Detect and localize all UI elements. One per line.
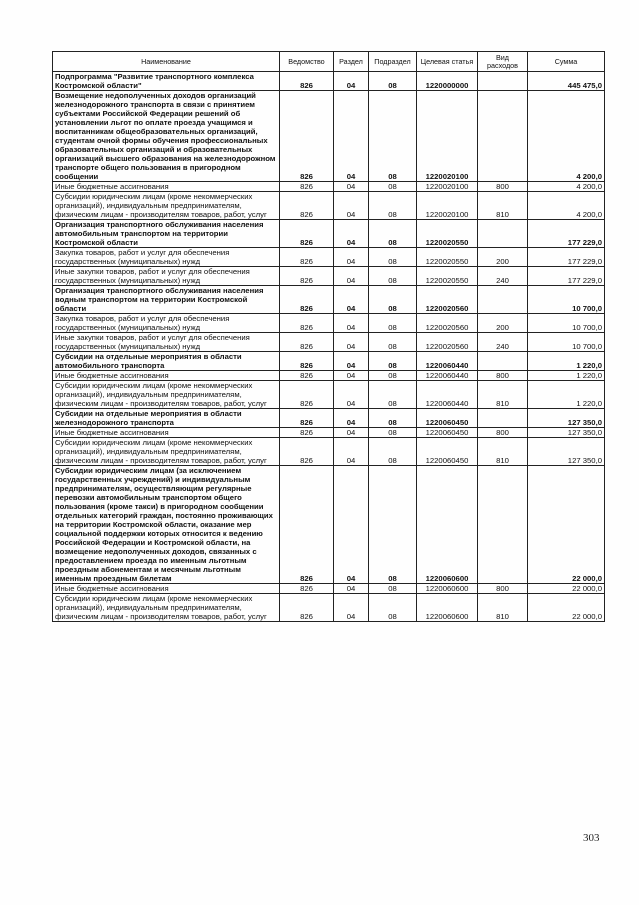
cell-dept: 826 [280,409,334,428]
table-row [53,182,605,192]
cell-dept: 826 [280,371,334,381]
table-row [53,438,605,466]
table-row [53,594,605,622]
header-subsection: Подраздел [369,52,417,72]
cell-subsection: 08 [369,466,417,584]
cell-exptype: 810 [478,594,528,622]
table-row [53,220,605,248]
table-row [53,248,605,267]
cell-section: 04 [334,220,369,248]
cell-section: 04 [334,91,369,182]
cell-sum: 127 350,0 [528,428,605,438]
table-row [53,286,605,314]
cell-sum: 1 220,0 [528,371,605,381]
budget-table [52,51,605,622]
cell-sum: 445 475,0 [528,72,605,91]
cell-target: 1220060450 [417,409,478,428]
cell-exptype: 240 [478,267,528,286]
cell-section: 04 [334,584,369,594]
table-row [53,466,605,584]
cell-sum: 4 200,0 [528,182,605,192]
header-sum: Сумма [528,52,605,72]
cell-subsection: 08 [369,248,417,267]
cell-sum: 1 220,0 [528,381,605,409]
cell-sum: 4 200,0 [528,91,605,182]
cell-sum: 10 700,0 [528,314,605,333]
cell-name: Субсидии на отдельные мероприятия в области автомобильного транспорта [53,352,280,371]
cell-section: 04 [334,267,369,286]
cell-target: 1220060450 [417,438,478,466]
header-section: Раздел [334,52,369,72]
cell-dept: 826 [280,584,334,594]
cell-sum: 10 700,0 [528,333,605,352]
table-body [53,72,605,622]
cell-name: Закупка товаров, работ и услуг для обеспечения государственных (муниципальных) нужд [53,314,280,333]
cell-dept: 826 [280,91,334,182]
cell-exptype: 800 [478,182,528,192]
cell-section: 04 [334,594,369,622]
cell-subsection: 08 [369,72,417,91]
cell-exptype [478,72,528,91]
cell-dept: 826 [280,428,334,438]
cell-section: 04 [334,371,369,381]
cell-section: 04 [334,352,369,371]
cell-target: 1220020100 [417,192,478,220]
cell-name: Иные закупки товаров, работ и услуг для обеспечения государственных (муниципальных) нужд [53,333,280,352]
cell-sum: 22 000,0 [528,584,605,594]
cell-name: Субсидии юридическим лицам (кроме некоммерческих организаций), индивидуальным предпринимателям, физическим лицам - производителям товаров, работ, услуг [53,594,280,622]
cell-name: Иные закупки товаров, работ и услуг для обеспечения государственных (муниципальных) нужд [53,267,280,286]
cell-section: 04 [334,428,369,438]
cell-target: 1220020550 [417,267,478,286]
header-dept: Ведомство [280,52,334,72]
cell-name: Организация транспортного обслуживания населения автомобильным транспортом на территории Костромской области [53,220,280,248]
cell-name: Субсидии юридическим лицам (кроме некоммерческих организаций), индивидуальным предпринимателям, физическим лицам - производителям товаров, работ, услуг [53,381,280,409]
cell-exptype: 810 [478,438,528,466]
cell-subsection: 08 [369,220,417,248]
cell-dept: 826 [280,182,334,192]
cell-name: Иные бюджетные ассигнования [53,428,280,438]
cell-exptype: 240 [478,333,528,352]
cell-sum: 177 229,0 [528,267,605,286]
cell-subsection: 08 [369,594,417,622]
cell-subsection: 08 [369,314,417,333]
cell-section: 04 [334,466,369,584]
cell-exptype: 800 [478,371,528,381]
cell-target: 1220060600 [417,594,478,622]
cell-subsection: 08 [369,333,417,352]
table-row [53,381,605,409]
cell-section: 04 [334,192,369,220]
table-row [53,91,605,182]
cell-sum: 10 700,0 [528,286,605,314]
header-name: Наименование [53,52,280,72]
cell-target: 1220020100 [417,91,478,182]
cell-sum: 1 220,0 [528,352,605,371]
cell-dept: 826 [280,381,334,409]
cell-section: 04 [334,286,369,314]
cell-subsection: 08 [369,438,417,466]
cell-target: 1220060440 [417,352,478,371]
cell-sum: 127 350,0 [528,438,605,466]
cell-subsection: 08 [369,267,417,286]
cell-target: 1220000000 [417,72,478,91]
cell-name: Субсидии юридическим лицам (за исключением государственных учреждений) и индивидуальным предпринимателям, осуществляющим регулярные перевозки автомобильным транспортом общего пользования (кроме такси) в пригородном сообщении отдельных категорий граждан, постоянно проживающих на территории Костромской области, оказание мер социальной поддержки которых относится к ведению Российской Федерации и Костромской области, на возмещение недополученных доходов, связанных с предоставлением проезда по именным льготным проездным абонементам и месячным льготным именным проездным билетам [53,466,280,584]
cell-subsection: 08 [369,381,417,409]
cell-subsection: 08 [369,286,417,314]
cell-subsection: 08 [369,91,417,182]
cell-sum: 22 000,0 [528,466,605,584]
cell-dept: 826 [280,267,334,286]
cell-exptype: 800 [478,584,528,594]
cell-exptype: 200 [478,248,528,267]
cell-section: 04 [334,248,369,267]
cell-exptype [478,466,528,584]
cell-subsection: 08 [369,182,417,192]
cell-target: 1220020560 [417,286,478,314]
cell-dept: 826 [280,333,334,352]
cell-exptype: 810 [478,192,528,220]
table-row [53,428,605,438]
table-row [53,192,605,220]
cell-dept: 826 [280,466,334,584]
cell-sum: 177 229,0 [528,220,605,248]
cell-exptype [478,286,528,314]
table-row [53,352,605,371]
cell-target: 1220060450 [417,428,478,438]
cell-target: 1220020550 [417,220,478,248]
cell-subsection: 08 [369,192,417,220]
cell-dept: 826 [280,314,334,333]
cell-target: 1220020550 [417,248,478,267]
cell-name: Субсидии юридическим лицам (кроме некоммерческих организаций), индивидуальным предпринимателям, физическим лицам - производителям товаров, работ, услуг [53,192,280,220]
cell-section: 04 [334,409,369,428]
table-row [53,371,605,381]
cell-section: 04 [334,314,369,333]
table-row [53,333,605,352]
cell-sum: 177 229,0 [528,248,605,267]
cell-name: Организация транспортного обслуживания населения водным транспортом на территории Костромской области [53,286,280,314]
cell-name: Иные бюджетные ассигнования [53,371,280,381]
cell-exptype [478,91,528,182]
table-row [53,267,605,286]
cell-name: Возмещение недополученных доходов организаций железнодорожного транспорта в связи с принятием субъектами Российской Федерации решений об установлении льгот по оплате проезда учащимся и воспитанникам общеобразовательных организаций, студентам очной формы обучения профессиональных образовательных организаций и образовательных организаций высшего образования на железнодорожном транспорте общего пользования в пригородном сообщении [53,91,280,182]
table-row [53,314,605,333]
cell-subsection: 08 [369,428,417,438]
cell-subsection: 08 [369,371,417,381]
cell-sum: 22 000,0 [528,594,605,622]
cell-exptype: 800 [478,428,528,438]
cell-dept: 826 [280,220,334,248]
cell-section: 04 [334,72,369,91]
cell-exptype [478,220,528,248]
cell-exptype: 810 [478,381,528,409]
cell-name: Иные бюджетные ассигнования [53,584,280,594]
cell-section: 04 [334,381,369,409]
cell-subsection: 08 [369,409,417,428]
page-number: 303 [583,832,600,844]
table-header-row [53,52,605,72]
cell-sum: 4 200,0 [528,192,605,220]
cell-section: 04 [334,438,369,466]
cell-name: Иные бюджетные ассигнования [53,182,280,192]
cell-section: 04 [334,182,369,192]
header-target: Целевая статья [417,52,478,72]
cell-subsection: 08 [369,584,417,594]
cell-exptype [478,352,528,371]
cell-dept: 826 [280,286,334,314]
table-row [53,584,605,594]
cell-sum: 127 350,0 [528,409,605,428]
cell-subsection: 08 [369,352,417,371]
cell-dept: 826 [280,438,334,466]
cell-target: 1220060440 [417,381,478,409]
cell-target: 1220060440 [417,371,478,381]
cell-target: 1220020560 [417,314,478,333]
table-row [53,409,605,428]
header-exptype: Вид расходов [478,52,528,72]
cell-exptype: 200 [478,314,528,333]
cell-name: Подпрограмма "Развитие транспортного комплекса Костромской области" [53,72,280,91]
cell-target: 1220020560 [417,333,478,352]
table-row [53,72,605,91]
cell-target: 1220020100 [417,182,478,192]
cell-dept: 826 [280,248,334,267]
cell-name: Субсидии юридическим лицам (кроме некоммерческих организаций), индивидуальным предпринимателям, физическим лицам - производителям товаров, работ, услуг [53,438,280,466]
cell-target: 1220060600 [417,584,478,594]
cell-section: 04 [334,333,369,352]
cell-name: Закупка товаров, работ и услуг для обеспечения государственных (муниципальных) нужд [53,248,280,267]
cell-dept: 826 [280,192,334,220]
cell-dept: 826 [280,594,334,622]
cell-exptype [478,409,528,428]
cell-dept: 826 [280,352,334,371]
cell-target: 1220060600 [417,466,478,584]
cell-name: Субсидии на отдельные мероприятия в области железнодорожного транспорта [53,409,280,428]
cell-dept: 826 [280,72,334,91]
